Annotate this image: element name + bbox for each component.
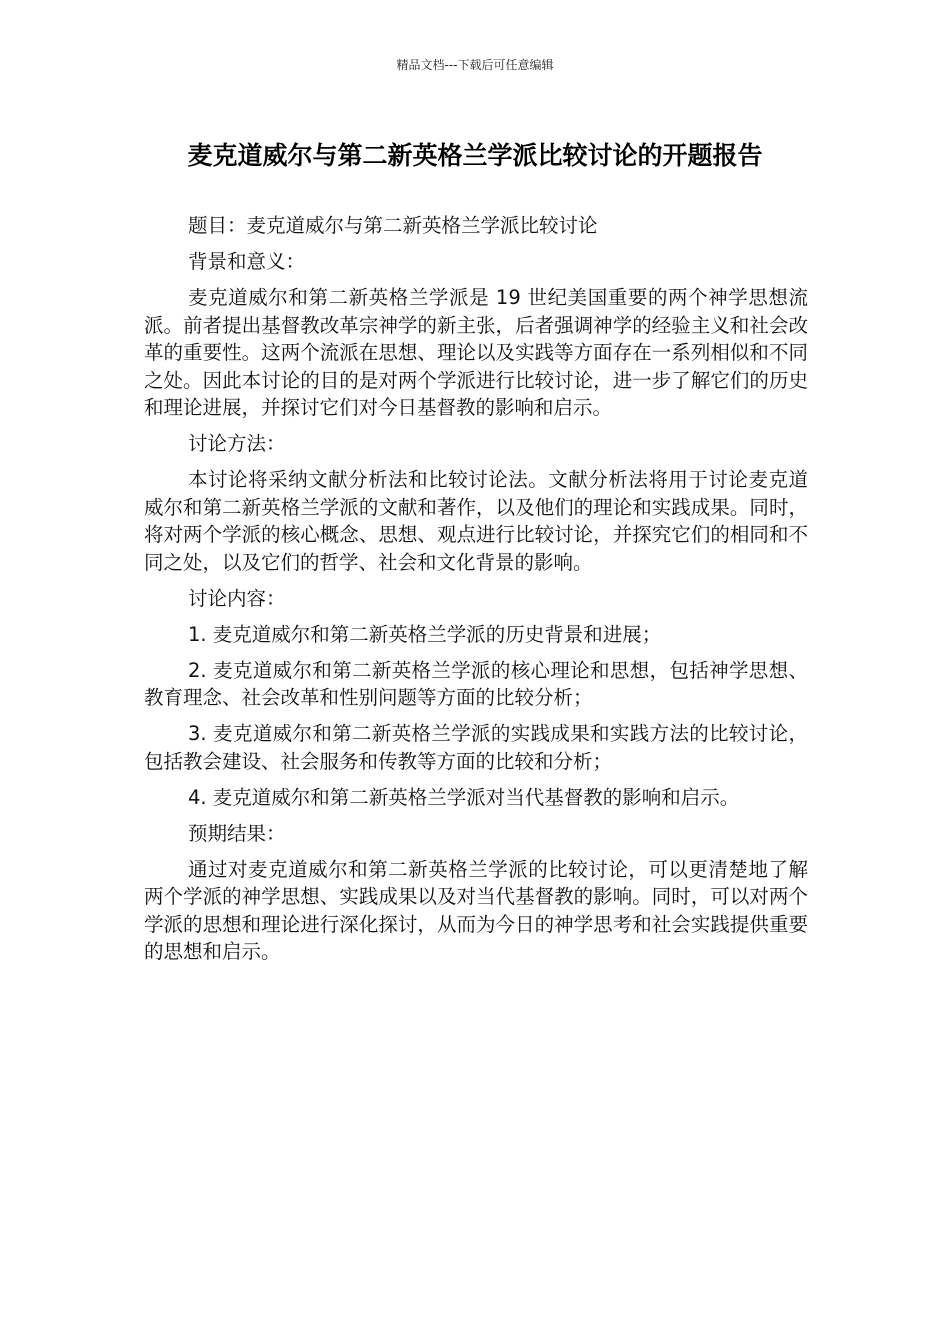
method-paragraph: 本讨论将采纳文献分析法和比较讨论法。文献分析法将用于讨论麦克道威尔和第二新英格兰学派的文献和著作，以及他们的理论和实践成果。同时，将对两个学派的核心概念、思想、观点进行比较讨论，并探究它们的相同和不同之处，以及它们的哲学、社会和文化背景的影响。 xyxy=(144,468,808,574)
document-title: 麦克道威尔与第二新英格兰学派比较讨论的开题报告 xyxy=(187,141,763,170)
background-paragraph: 麦克道威尔和第二新英格兰学派是 19 世纪美国重要的两个神学思想流派。前者提出基督教改革宗神学的新主张，后者强调神学的经验主义和社会改革的重要性。这两个流派在思想、理论以及实践等方面存在一系列相似和不同之处。因此本讨论的目的是对两个学派进行比较讨论，进一步了解它们的历史和理论进展，并探讨它们对今日基督教的影响和启示。 xyxy=(144,286,808,419)
content-list-item: 1. 麦克道威尔和第二新英格兰学派的历史背景和进展； xyxy=(188,622,662,646)
content-heading: 讨论内容： xyxy=(188,586,286,610)
document-body xyxy=(144,212,808,966)
background-heading: 背景和意义： xyxy=(188,250,306,273)
content-list-item: 3. 麦克道威尔和第二新英格兰学派的实践成果和实践方法的比较讨论，包括教会建设、社会服务和传教等方面的比较和分析； xyxy=(144,722,808,773)
results-paragraph: 通过对麦克道威尔和第二新英格兰学派的比较讨论，可以更清楚地了解两个学派的神学思想、实践成果以及对当代基督教的影响。同时，可以对两个学派的思想和理论进行深化探讨，从而为今日的神学思考和社会实践提供重要的思想和启示。 xyxy=(144,857,808,963)
page-header: 精品文档---下载后可任意编辑 xyxy=(396,58,554,72)
method-heading: 讨论方法： xyxy=(188,432,286,455)
topic-line: 题目：麦克道威尔与第二新英格兰学派比较讨论 xyxy=(188,214,598,237)
results-heading: 预期结果： xyxy=(188,821,286,845)
content-list-item: 4. 麦克道威尔和第二新英格兰学派对当代基督教的影响和启示。 xyxy=(188,785,740,809)
content-list-item: 2. 麦克道威尔和第二新英格兰学派的核心理论和思想，包括神学思想、教育理念、社会改革和性别问题等方面的比较分析； xyxy=(144,658,808,709)
